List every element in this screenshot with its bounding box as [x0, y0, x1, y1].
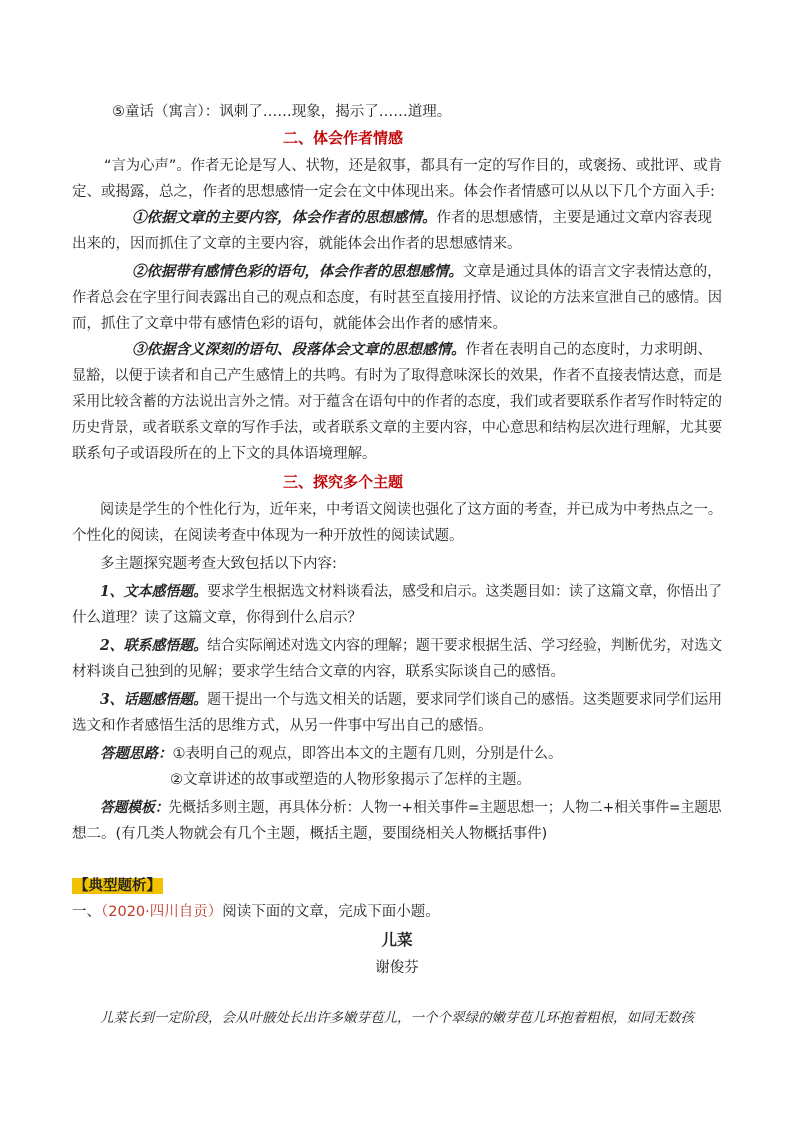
question-source: （2020·四川自贡）	[101, 904, 223, 920]
text-line: 多主题探究题考查大致包括以下内容:	[100, 556, 337, 572]
text-span: 作者的思想感情，主要是通过文章内容表现	[436, 210, 712, 226]
text-line: 作者总会在字里行间表露出自己的观点和态度，有时甚至直接用抒情、议论的方法来宣泄自己的感情。因	[72, 290, 722, 306]
text-line: 显豁，以便于读者和自己产生感情上的共鸣。有时为了取得意味深长的效果，作者不直接表情达意，而是	[72, 368, 722, 384]
text-line: 阅读是学生的个性化行为，近年来，中考语文阅读也强化了这方面的考查，并已成为中考热点之一。	[100, 502, 722, 518]
text-line	[132, 340, 712, 360]
question-line	[72, 902, 440, 922]
text-span: ①表明自己的观点，即答出本文的主题有几则，分别是什么。	[172, 746, 563, 762]
emphasis-label: ③依据含义深刻的语句、段落体会文章的思想感情。	[132, 341, 466, 358]
emphasis-label: ②依据带有感情色彩的语句，体会作者的思想感情。	[132, 263, 463, 280]
text-line	[132, 262, 722, 282]
emphasis-label: 3、话题感悟题。	[100, 691, 208, 708]
article-paragraph: 儿菜长到一定阶段，会从叶腋处长出许多嫩芽苞儿，一个个翠绿的嫩芽苞儿环抱着粗根，如同无数孩	[100, 1010, 694, 1026]
text-line: ⑤童话（寓言）：讽刺了……现象，揭示了……道理。	[112, 104, 452, 120]
text-line: 而，抓住了文章中带有感情色彩的语句，就能体会出作者的感情来。	[72, 316, 507, 332]
text-line	[100, 582, 722, 602]
text-line: 什么道理？读了这篇文章，你得到什么启示？	[72, 610, 362, 626]
text-span: 文章是通过具体的语言文字表情达意的，	[462, 264, 722, 280]
typical-analysis-tag: 【典型题析】	[74, 878, 161, 894]
text-line	[100, 798, 722, 818]
section-heading: 三、探究多个主题	[283, 473, 404, 491]
text-line: 材料谈自己独到的见解；要求学生结合文章的内容，联系实际谈自己的感悟。	[72, 664, 565, 680]
article-title: 儿菜	[381, 931, 413, 949]
text-line: 出来的，因而抓住了文章的主要内容，就能体会出作者的思想感情来。	[72, 236, 522, 252]
text-line: 个性化的阅读，在阅读考查中体现为一种开放性的阅读试题。	[72, 528, 464, 544]
text-line	[132, 208, 712, 228]
text-line	[100, 690, 722, 710]
section-tag	[72, 876, 163, 896]
text-line: ②文章讲述的故事或塑造的人物形象揭示了怎样的主题。	[170, 772, 531, 788]
text-line: 想二。(有几类人物就会有几个主题，概括主题，要围绕相关人物概括事件)	[72, 826, 548, 842]
text-line: 定、或揭露，总之，作者的思想感情一定会在文中体现出来。体会作者情感可以从以下几个方面入手:	[72, 184, 715, 200]
text-line: 采用比较含蓄的方法说出言外之情。对于蕴含在语句中的作者的态度，我们或者要联系作者写作时特定的	[72, 394, 722, 410]
section-heading: 二、体会作者情感	[283, 129, 404, 147]
text-line	[100, 744, 563, 764]
text-span: 结合实际阐述对选文内容的理解；题干要求根据生活、学习经验，判断优劣，对选文	[207, 638, 723, 654]
text-span: 作者在表明自己的态度时，力求明朗、	[465, 342, 712, 358]
text-line	[100, 636, 722, 656]
text-line: 联系句子或语段所在的上下文的具体语境理解。	[72, 446, 377, 462]
emphasis-label: 答题模板：	[100, 799, 169, 816]
emphasis-label: 答题思路：	[100, 745, 173, 762]
emphasis-label: 2、联系感悟题。	[100, 637, 208, 654]
text-span: 先概括多则主题，再具体分析：人物一+相关事件=主题思想一；人物二+相关事件=主题思	[168, 800, 722, 816]
text-line: “言为心声”。作者无论是写人、状物，还是叙事，都具有一定的写作目的，或褒扬、或批评、或肯	[104, 158, 723, 174]
emphasis-label: ①依据文章的主要内容，体会作者的思想感情。	[132, 209, 437, 226]
text-span: 要求学生根据选文材料谈看法，感受和启示。这类题目如：读了这篇文章，你悟出了	[207, 584, 723, 600]
question-prompt: 阅读下面的文章，完成下面小题。	[222, 904, 440, 920]
text-line: 选文和作者感悟生活的思维方式，从另一件事中写出自己的感悟。	[72, 718, 493, 734]
emphasis-label: 1、文本感悟题。	[100, 583, 208, 600]
text-span: 题干提出一个与选文相关的话题，要求同学们谈自己的感悟。这类题要求同学们运用	[207, 692, 723, 708]
text-line: 历史背景，或者联系文章的写作手法，或者联系文章的主要内容，中心意思和结构层次进行理解，尤其要	[72, 420, 722, 436]
article-author: 谢俊芬	[375, 960, 419, 976]
question-number: 一、	[72, 904, 101, 920]
